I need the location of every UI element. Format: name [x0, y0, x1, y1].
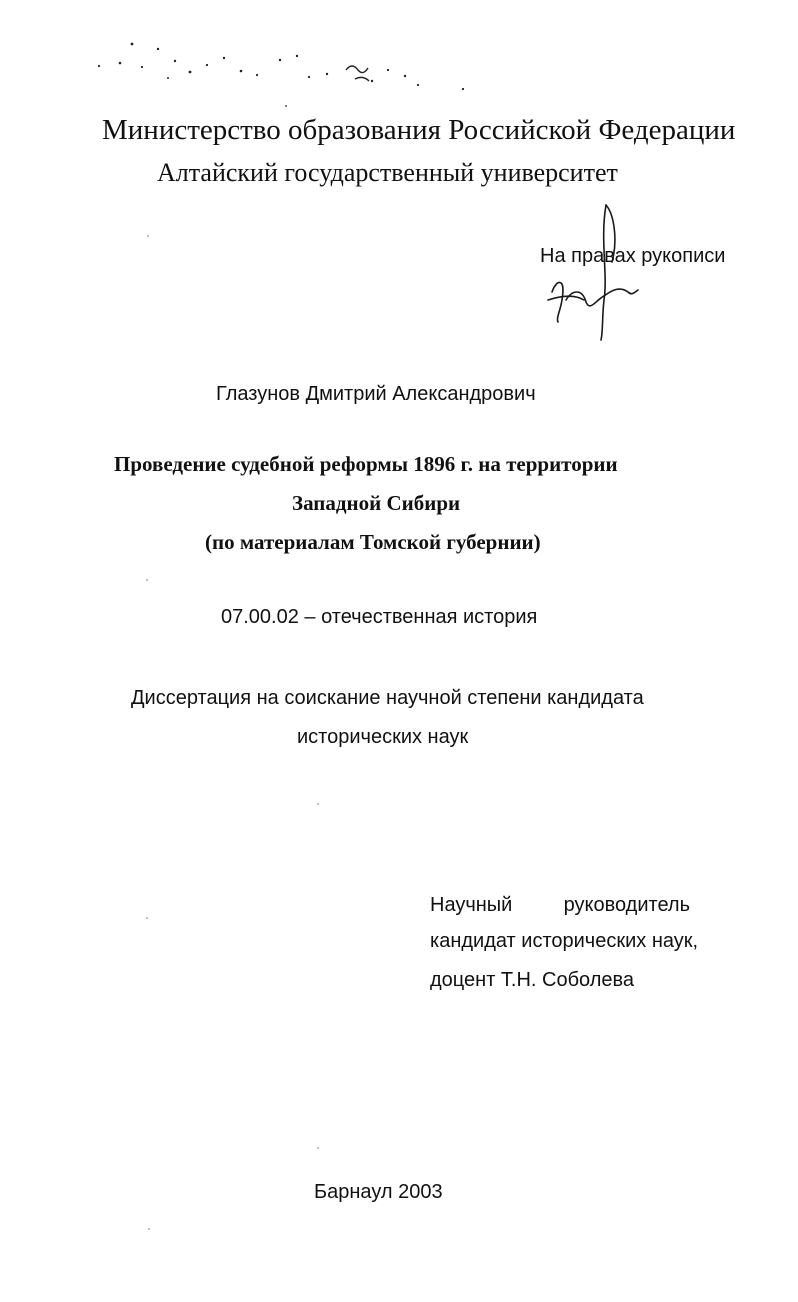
dissertation-line-2: исторических наук: [297, 726, 469, 748]
supervisor-degree: кандидат исторических наук,: [430, 930, 699, 952]
margin-speck: [147, 235, 149, 237]
margin-speck: [317, 1147, 319, 1149]
margin-speck: [317, 803, 319, 805]
supervisor-word-2: руководитель: [563, 894, 690, 916]
thesis-title-line-3: (по материалам Томской губернии): [205, 530, 541, 554]
thesis-title-line-2: Западной Сибири: [292, 491, 461, 515]
supervisor-name: доцент Т.Н. Соболева: [430, 969, 635, 991]
manuscript-note: На правах рукописи: [540, 245, 726, 267]
margin-speck: [148, 1228, 150, 1230]
supervisor-word-1: Научный: [430, 894, 513, 916]
dissertation-line-1: Диссертация на соискание научной степени кандидата: [131, 687, 644, 709]
city-year: Барнаул 2003: [314, 1181, 443, 1203]
author-name: Глазунов Дмитрий Александрович: [216, 383, 536, 405]
thesis-title-line-1: Проведение судебной реформы 1896 г. на территории: [114, 452, 618, 476]
specialty-code: 07.00.02 – отечественная история: [221, 606, 538, 628]
margin-speck: [146, 579, 148, 581]
ministry-name: Министерство образования Российской Федерации: [102, 114, 736, 146]
margin-speck: [146, 917, 148, 919]
university-name: Алтайский государственный университет: [157, 158, 618, 187]
